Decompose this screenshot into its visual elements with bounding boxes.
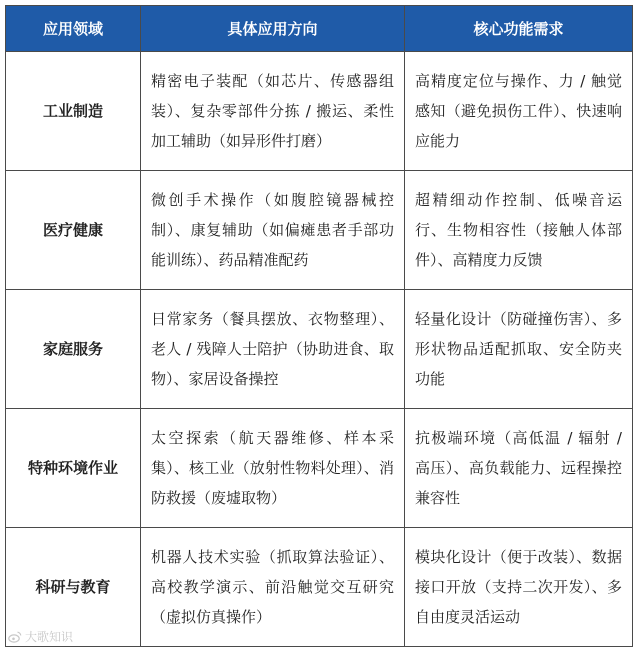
- header-row: [6, 6, 633, 52]
- table-row: [6, 409, 633, 528]
- table-row: [6, 52, 633, 171]
- direction-cell: 太空探索（航天器维修、样本采集）、核工业（放射性物料处理）、消防救援（废墟取物）: [141, 409, 405, 528]
- domain-cell: 家庭服务: [6, 290, 141, 409]
- direction-cell: 精密电子装配（如芯片、传感器组装）、复杂零部件分拣 / 搬运、柔性加工辅助（如异形件打磨）: [141, 52, 405, 171]
- domain-cell: 工业制造: [6, 52, 141, 171]
- header-direction: 具体应用方向: [141, 6, 405, 52]
- direction-cell: 机器人技术实验（抓取算法验证）、高校教学演示、前沿触觉交互研究（虚拟仿真操作）: [141, 528, 405, 647]
- requirement-cell: 轻量化设计（防碰撞伤害）、多形状物品适配抓取、安全防夹功能: [405, 290, 633, 409]
- table-row: [6, 171, 633, 290]
- requirement-cell: 抗极端环境（高低温 / 辐射 / 高压）、高负载能力、远程操控兼容性: [405, 409, 633, 528]
- table-row: [6, 290, 633, 409]
- header-domain: 应用领域: [6, 6, 141, 52]
- application-table: [5, 5, 633, 647]
- header-requirement: 核心功能需求: [405, 6, 633, 52]
- watermark: [8, 628, 73, 645]
- weibo-icon: [8, 630, 22, 644]
- direction-cell: 日常家务（餐具摆放、衣物整理）、老人 / 残障人士陪护（协助进食、取物）、家居设备操控: [141, 290, 405, 409]
- domain-cell: 科研与教育: [6, 528, 141, 647]
- requirement-cell: 高精度定位与操作、力 / 触觉感知（避免损伤工件）、快速响应能力: [405, 52, 633, 171]
- requirement-cell: 超精细动作控制、低噪音运行、生物相容性（接触人体部件）、高精度力反馈: [405, 171, 633, 290]
- domain-cell: 医疗健康: [6, 171, 141, 290]
- requirement-cell: 模块化设计（便于改装）、数据接口开放（支持二次开发）、多自由度灵活运动: [405, 528, 633, 647]
- watermark-text: 大歌知识: [25, 630, 74, 644]
- direction-cell: 微创手术操作（如腹腔镜器械控制）、康复辅助（如偏瘫患者手部功能训练）、药品精准配药: [141, 171, 405, 290]
- domain-cell: 特种环境作业: [6, 409, 141, 528]
- table-row: [6, 528, 633, 647]
